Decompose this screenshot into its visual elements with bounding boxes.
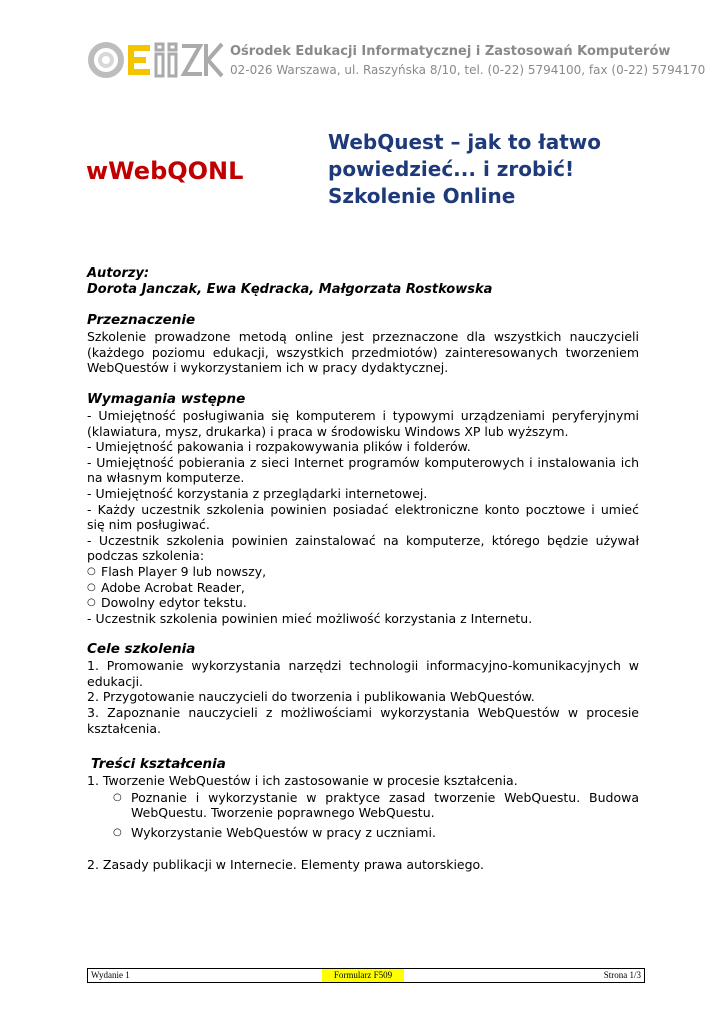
list-item: 3. Zapoznanie nauczycieli z możliwościami wykorzystania WebQuestów w procesie kształcenia. (87, 705, 639, 736)
course-title-line: powiedzieć... i zrobić! (328, 157, 575, 181)
authors-names: Dorota Janczak, Ewa Kędracka, Małgorzata Rostkowska (87, 281, 493, 297)
course-title-line: Szkolenie Online (328, 184, 516, 208)
footer-page-number: Strona 1/3 (603, 970, 641, 980)
list-item: - Umiejętność korzystania z przeglądarki internetowej. (87, 485, 428, 501)
course-code: wWebQONL (86, 157, 244, 185)
oeiizk-logo (86, 40, 226, 80)
authors-label: Autorzy: (87, 266, 150, 281)
section-heading: Wymagania wstępne (87, 390, 246, 407)
list-item: 2. Przygotowanie nauczycieli do tworzenia i publikowania WebQuestów. (87, 689, 535, 705)
section-tresci (87, 756, 639, 872)
footer-edition: Wydanie 1 (91, 970, 130, 980)
list-item: - Uczestnik szkolenia powinien zainstalować na komputerze, którego będzie używał podczas szkolenia: (87, 532, 639, 564)
circle-bullet-icon: ○ (113, 827, 122, 839)
sub-list-item: ○ Flash Player 9 lub nowszy, (87, 563, 267, 579)
page-footer (87, 968, 645, 983)
course-title (328, 129, 601, 210)
organization-address: 02-026 Warszawa, ul. Raszyńska 8/10, tel. (0-22) 5794100, fax (0-22) 5794170 (230, 63, 706, 77)
circle-bullet-icon: ○ (113, 791, 122, 803)
list-item: 1. Tworzenie WebQuestów i ich zastosowanie w procesie kształcenia. (87, 773, 518, 789)
document-body (87, 266, 639, 872)
sub-list-item: ○ Dowolny edytor tekstu. (87, 595, 247, 611)
list-item: - Każdy uczestnik szkolenia powinien posiadać elektroniczne konto pocztowe i umieć się nim posługiwać. (87, 501, 639, 533)
section-przeznaczenie (87, 312, 639, 376)
section-heading: Treści kształcenia (91, 756, 226, 773)
sub-list-item: ○ Poznanie i wykorzystanie w praktyce zasad tworzenie WebQuestu. Budowa WebQuestu. Tworzenie poprawnego WebQuestu. (113, 789, 639, 821)
organization-name: Ośrodek Edukacji Informatycznej i Zastosowań Komputerów (230, 44, 671, 59)
list-item: 2. Zasady publikacji w Internecie. Elementy prawa autorskiego. (87, 856, 484, 872)
sub-list-item: ○ Wykorzystanie WebQuestów w pracy z uczniami. (113, 825, 436, 841)
section-text: Szkolenie prowadzone metodą online jest przeznaczone dla wszystkich nauczycieli (każdego poziomu edukacji, wszystkich przedmiotów) zainteresowanych tworzeniem WebQuestów i wykorzystaniem ich w pracy dydaktycznej. (87, 329, 639, 376)
footer-form-number: Formularz F509 (322, 969, 404, 982)
list-item: - Umiejętność pakowania i rozpakowywania plików i folderów. (87, 439, 471, 455)
list-item: 1. Promowanie wykorzystania narzędzi technologii informacyjno-komunikacyjnych w edukacji. (87, 658, 639, 689)
section-heading: Przeznaczenie (87, 312, 196, 329)
circle-bullet-icon: ○ (87, 581, 96, 593)
list-item: - Umiejętność posługiwania się komputerem i typowymi urządzeniami peryferyjnymi (klawiatura, mysz, drukarka) i praca w środowisku Windows XP lub wyższym. (87, 407, 639, 439)
section-heading: Cele szkolenia (87, 641, 196, 658)
sub-list-item: ○ Adobe Acrobat Reader, (87, 579, 245, 595)
section-cele (87, 641, 639, 736)
circle-bullet-icon: ○ (87, 565, 96, 577)
list-item: - Umiejętność pobierania z sieci Internet programów komputerowych i instalowania ich na własnym komputerze. (87, 454, 639, 486)
section-wymagania (87, 391, 639, 626)
list-item: - Uczestnik szkolenia powinien mieć możliwość korzystania z Internetu. (87, 610, 533, 626)
course-title-line: WebQuest – jak to łatwo (328, 130, 601, 154)
circle-bullet-icon: ○ (87, 597, 96, 609)
